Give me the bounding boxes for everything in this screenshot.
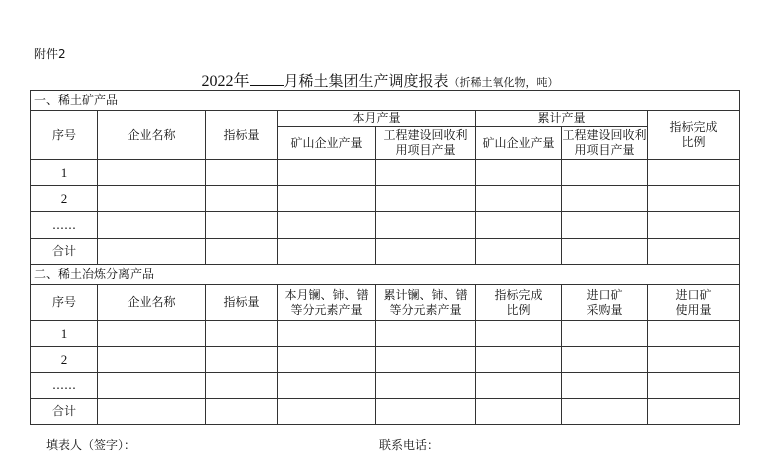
s2-cell[interactable]: [562, 373, 648, 399]
section1-heading: 一、稀土矿产品: [31, 91, 740, 111]
s2-cell[interactable]: [98, 347, 206, 373]
s1-header-project-text: 工程建设回收利用项目产量: [383, 128, 468, 157]
s1-cell[interactable]: [206, 186, 278, 212]
s2-header-import-purchase-text: 进口矿采购量: [586, 287, 623, 317]
s1-row-seq: 1: [31, 160, 98, 186]
s1-cell[interactable]: [562, 186, 648, 212]
s2-cell[interactable]: [376, 321, 476, 347]
s2-row-seq: ……: [31, 373, 98, 399]
s1-cell[interactable]: [98, 239, 206, 265]
s2-cell[interactable]: [98, 321, 206, 347]
s1-cell[interactable]: [206, 239, 278, 265]
s2-cell[interactable]: [648, 373, 740, 399]
s2-cell[interactable]: [562, 321, 648, 347]
s2-header-monthly-text: 本月镧、铈、镨等分元素产量: [284, 287, 369, 317]
s2-cell[interactable]: [476, 347, 562, 373]
s1-cell[interactable]: [278, 160, 376, 186]
s1-cell[interactable]: [98, 212, 206, 239]
s2-header-import-use: [648, 285, 740, 321]
s1-cell[interactable]: [376, 160, 476, 186]
s2-row-seq: 2: [31, 347, 98, 373]
s1-header-mine: 矿山企业产量: [278, 127, 376, 160]
s2-cell[interactable]: [648, 399, 740, 425]
s1-cell[interactable]: [98, 160, 206, 186]
s2-cell[interactable]: [206, 399, 278, 425]
s1-cell[interactable]: [648, 186, 740, 212]
s2-cell[interactable]: [376, 399, 476, 425]
s1-cell[interactable]: [278, 239, 376, 265]
s1-header-quota: 指标量: [206, 111, 278, 160]
s1-header-company: 企业名称: [98, 111, 206, 160]
s1-cell[interactable]: [562, 212, 648, 239]
s1-header-completion-text: 指标完成比例: [669, 120, 718, 149]
s2-header-cumulative-text: 累计镧、铈、镨等分元素产量: [383, 287, 468, 317]
s2-header-cumulative-elements: [376, 285, 476, 321]
section2-heading: 二、稀土冶炼分离产品: [31, 265, 740, 285]
s1-cell[interactable]: [376, 239, 476, 265]
contact-phone-label: 联系电话：: [379, 438, 440, 452]
s1-cell[interactable]: [562, 160, 648, 186]
s2-cell[interactable]: [648, 347, 740, 373]
s2-header-import-purchase: [562, 285, 648, 321]
s1-row-total: 合计: [31, 239, 98, 265]
s1-cell[interactable]: [278, 186, 376, 212]
filler-signature-label: 填表人（签字）：: [46, 438, 137, 452]
s2-cell[interactable]: [98, 373, 206, 399]
title-main: 月稀土集团生产调度报表: [283, 72, 449, 90]
s1-cell[interactable]: [476, 186, 562, 212]
s1-cell[interactable]: [206, 212, 278, 239]
s2-header-import-use-text: 进口矿使用量: [675, 287, 712, 317]
s2-cell[interactable]: [562, 399, 648, 425]
attachment-label: 附件2: [34, 47, 66, 61]
s2-cell[interactable]: [278, 373, 376, 399]
s1-cell[interactable]: [648, 239, 740, 265]
s1-cell[interactable]: [476, 239, 562, 265]
s1-header-completion: [648, 111, 740, 160]
month-blank[interactable]: [250, 71, 284, 86]
s1-header-monthly: 本月产量: [278, 111, 476, 127]
s1-header-project2-text: 工程建设回收利用项目产量: [562, 128, 647, 157]
s2-cell[interactable]: [376, 373, 476, 399]
s2-cell[interactable]: [476, 321, 562, 347]
s1-header-mine-cumulative: 矿山企业产量: [476, 127, 562, 160]
s2-cell[interactable]: [278, 321, 376, 347]
production-report-table: [30, 90, 740, 425]
s1-cell[interactable]: [98, 186, 206, 212]
s2-header-monthly-elements: [278, 285, 376, 321]
s2-row-seq: 1: [31, 321, 98, 347]
s2-cell[interactable]: [206, 321, 278, 347]
s1-row-seq: ……: [31, 212, 98, 239]
s1-cell[interactable]: [562, 239, 648, 265]
s2-cell[interactable]: [206, 347, 278, 373]
report-title: [0, 68, 760, 91]
s2-row-total: 合计: [31, 399, 98, 425]
s1-row-seq: 2: [31, 186, 98, 212]
s1-cell[interactable]: [476, 212, 562, 239]
s2-header-quota: 指标量: [206, 285, 278, 321]
s2-header-completion: [476, 285, 562, 321]
s1-cell[interactable]: [476, 160, 562, 186]
s1-cell[interactable]: [648, 212, 740, 239]
title-unit: （折稀土氧化物，吨）: [448, 76, 559, 89]
s1-cell[interactable]: [648, 160, 740, 186]
s1-header-project-cumulative: [562, 127, 648, 160]
s1-header-seq: 序号: [31, 111, 98, 160]
s2-header-seq: 序号: [31, 285, 98, 321]
s2-cell[interactable]: [98, 399, 206, 425]
s1-header-cumulative: 累计产量: [476, 111, 648, 127]
s1-cell[interactable]: [376, 186, 476, 212]
s2-cell[interactable]: [476, 373, 562, 399]
s1-cell[interactable]: [278, 212, 376, 239]
s2-header-completion-text: 指标完成比例: [494, 287, 543, 317]
s2-cell[interactable]: [376, 347, 476, 373]
s2-cell[interactable]: [648, 321, 740, 347]
s2-header-company: 企业名称: [98, 285, 206, 321]
s1-cell[interactable]: [376, 212, 476, 239]
s2-cell[interactable]: [278, 399, 376, 425]
s2-cell[interactable]: [206, 373, 278, 399]
s1-cell[interactable]: [206, 160, 278, 186]
title-year: 2022年: [201, 73, 250, 90]
s2-cell[interactable]: [562, 347, 648, 373]
s1-header-project: [376, 127, 476, 160]
s2-cell[interactable]: [278, 347, 376, 373]
s2-cell[interactable]: [476, 399, 562, 425]
